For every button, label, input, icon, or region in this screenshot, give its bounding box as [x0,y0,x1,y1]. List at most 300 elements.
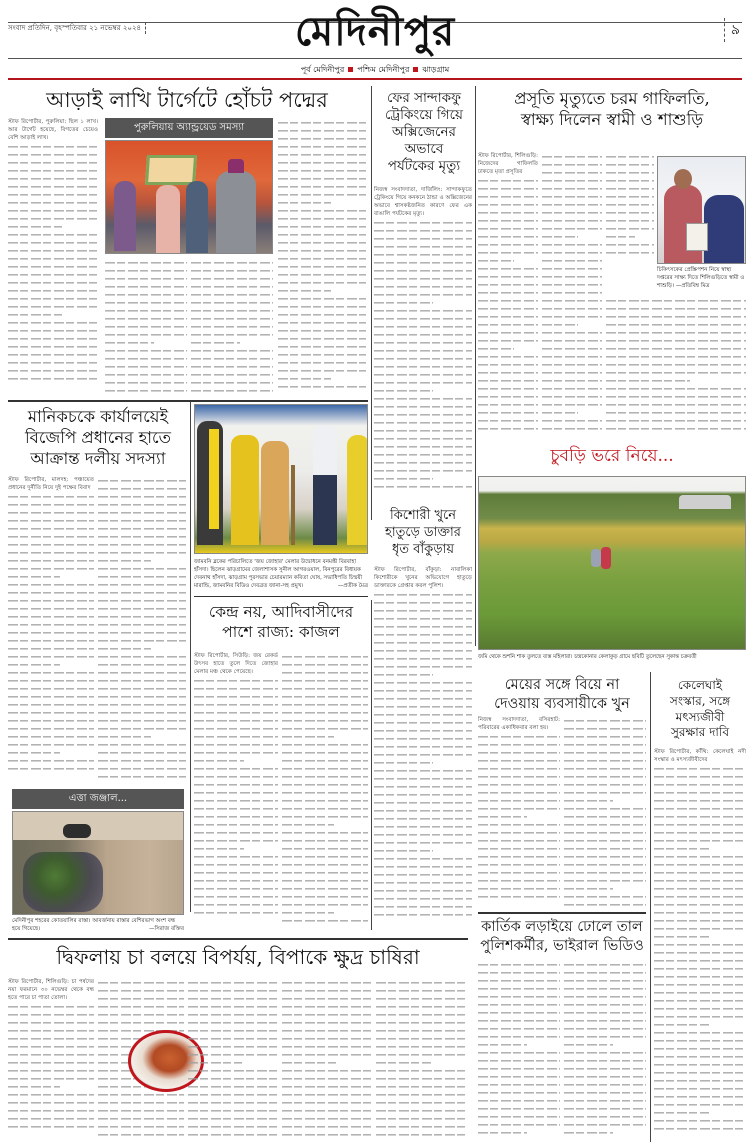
headline-line: কেলেঘাই [677,678,723,692]
body-text-line [542,248,602,256]
body-text-line [654,868,746,876]
body-text-line [374,654,472,662]
body-text-line [98,476,186,484]
body-text-line [478,1128,527,1136]
body-text-line [282,836,368,844]
body-text-line [654,1068,746,1076]
body-text-line [542,176,602,184]
headline-line: পাশে রাজ্য: কাজল [222,623,340,642]
body-text-line [194,852,278,860]
body-text-line [8,198,98,206]
body-text-line [564,812,646,820]
body-text-line [564,992,646,1000]
body-text-line [188,1090,278,1098]
body-text-line [654,1092,746,1100]
body-text-line [478,368,538,376]
body-text-line [278,350,366,358]
body-text-line [478,992,560,1000]
body-padma-col1 [8,118,98,394]
body-text-line [282,852,368,860]
body-text-line [654,900,746,908]
body-text-line [282,692,368,700]
body-text-line [542,328,602,336]
body-text-line [191,274,273,282]
body-text-line [478,280,538,288]
district-paschim[interactable]: পশ্চিম মেদিনীপুর [357,65,410,74]
body-text-line [564,1056,646,1064]
body-text-line [278,262,366,270]
body-text-line [282,1050,372,1058]
body-text-line [374,258,472,266]
body-manikchak-col1 [8,476,94,786]
body-text-line [8,294,98,302]
body-text-line [374,434,472,442]
body-text-line [564,780,646,788]
headline-kajal [194,602,368,642]
photo-lamp [291,465,295,545]
body-text-line [374,750,472,758]
body-text-line [654,972,746,980]
body-text-line [542,312,602,320]
body-padma-col2 [105,258,187,394]
byline-padma: স্টাফ রিপোর্টার, পুরুলিয়া: ছিল ১ লাখ। আর টার্গেট হয়েছে, বিগতের চেয়েও বেশি আড়াই লাখ। [8,119,98,141]
body-text-line [8,142,98,150]
body-text-line [194,732,278,740]
body-text-line [542,280,602,288]
body-text-line [374,686,472,694]
body-text-line [282,676,368,684]
photo-cow [63,824,91,838]
body-text-line [194,788,278,796]
district-nav [0,64,750,77]
body-text-line [8,286,98,294]
byline-sandakphu: নিজস্ব সংবাদদাতা, দার্জিলিং: সান্দাকফুতে ট্রেকিংয়ে গিয়ে কনকনে ঠান্ডা ও অক্সিজেনের অভাবে শ্বাসকষ্টজনিত কারণে ফের এক বাঙালি পর্যটকের মৃত্যু। [374,187,472,217]
headline-line: ফের সান্দাকফু [387,90,461,106]
body-text-line [188,1058,242,1066]
body-text-line [282,660,368,668]
body-text-line [374,306,472,314]
body-text-line [8,1082,60,1090]
body-text-line [8,334,98,342]
headline-line: কেন্দ্র নয়, আদিবাসীদের [208,603,354,621]
body-text-line [98,1098,184,1106]
body-text-line [282,668,368,676]
body-kajal-col2 [282,652,368,928]
body-text-line [478,804,560,812]
body-text-line [542,368,602,376]
body-text-line [8,644,94,652]
body-text-line [374,662,472,670]
body-text-line [374,710,472,718]
body-prasuti-col3 [606,152,654,262]
body-text-line [654,988,746,996]
body-tea-col1 [8,978,94,1142]
body-text-line [478,320,538,328]
body-text-line [606,416,746,424]
body-text-line [191,386,273,394]
body-text-line [606,384,746,392]
body-text-line [564,1064,646,1072]
body-text-line [478,812,527,820]
body-text-line [564,740,646,748]
body-text-line [654,924,746,932]
body-text-line [478,984,560,992]
body-text-line [8,700,94,708]
body-text-line [564,900,646,908]
body-text-line [374,218,472,226]
body-text-line [8,158,98,166]
body-text-line [376,1066,468,1074]
body-text-line [282,908,334,916]
body-text-line [278,358,366,366]
body-text-line [282,916,368,924]
body-text-line [374,450,472,458]
body-text-line [278,334,366,342]
body-text-line [478,336,538,344]
body-text-line [98,724,186,732]
body-text-line [105,322,187,330]
body-text-line [478,352,538,360]
body-text-line [478,1080,560,1088]
photo-person [261,441,289,545]
headline-line: ট্রেকিংয়ে গিয়ে [385,106,463,123]
body-text-line [606,304,746,312]
body-text-line [194,820,278,828]
body-text-line [188,1042,278,1050]
body-text-line [564,732,646,740]
body-text-line [542,424,602,432]
body-text-line [564,1080,646,1088]
headline-line: অভাবে [404,140,444,157]
photo-person [231,435,259,545]
body-text-line [188,1066,278,1074]
body-text-line [478,240,538,248]
body-text-line [376,1114,468,1122]
body-text-line [8,492,94,500]
body-text-line [606,192,654,200]
body-text-line [105,378,187,386]
body-text-line [8,1106,94,1114]
body-text-line [98,1010,184,1018]
caption-chubri: জমি থেকে শুশনি শাক তুলতে ব্যস্ত মহিলারা। চন্দ্রকোনার কেলাকুড় গ্রামে ছবিটি তুলেছেন সুকান্ত চক্রবর্তী [478,654,697,660]
body-text-line [478,344,514,352]
body-text-line [478,868,560,876]
body-text-line [194,716,278,724]
body-text-line [374,354,472,362]
body-text-line [654,812,746,820]
body-text-line [98,994,184,1002]
headline-line: সংস্কার, সঙ্গে [669,693,731,708]
body-text-line [194,780,278,788]
body-text-line [282,844,368,852]
body-text-line [8,676,94,684]
body-text-line [542,224,602,232]
body-text-line [194,772,278,780]
body-text-line [194,900,278,908]
body-text-line [98,1114,184,1122]
body-text-line [105,290,187,298]
body-text-line [654,1124,746,1132]
body-text-line [542,392,602,400]
body-text-line [8,660,60,668]
body-tea-col3 [188,978,278,1142]
body-text-line [478,328,538,336]
photo-face [674,169,692,189]
body-text-line [654,852,746,860]
body-text-line [542,264,602,272]
body-text-line [374,598,472,606]
header-red-rule [8,78,742,80]
body-text-line [374,630,472,638]
body-text-line [478,756,560,764]
body-text-line [8,1026,94,1034]
headline-chubri: চুবড়ি ভরে নিয়ে... [550,446,674,466]
body-text-line [282,860,368,868]
body-text-line [478,884,560,892]
body-text-line [98,596,186,604]
body-text-line [542,240,602,248]
body-text-line [478,852,560,860]
body-text-line [376,1034,468,1042]
body-text-line [374,782,472,790]
body-text-line [606,424,746,432]
body-text-line [278,214,366,222]
photo-person [347,435,368,545]
column-divider [475,86,476,646]
body-text-line [376,1090,468,1098]
body-text-line [606,184,654,192]
body-text-line [194,676,278,684]
photo-hat [228,159,244,173]
body-text-line [374,314,472,322]
body-text-line [654,980,746,988]
body-text-line [8,230,98,238]
body-text-line [564,1008,646,1016]
body-kartik-col1 [478,960,560,1140]
body-text-line [98,764,186,772]
body-text-line [564,1120,646,1128]
section-rule [194,596,368,597]
photo-person [216,171,256,254]
body-text-line [8,1122,94,1130]
body-text-line [8,1042,94,1050]
body-text-line [191,306,273,314]
headline-kartik [478,918,646,956]
body-text-line [374,806,472,814]
body-text-line [564,1000,646,1008]
body-text-line [374,250,472,258]
body-text-line [278,190,366,198]
body-text-line [654,828,746,836]
headline-line: হাতুড়ে ডাক্তার [385,524,461,540]
body-text-line [606,160,654,168]
body-text-line [374,814,472,822]
body-text-line [564,1032,646,1040]
body-text-line [282,1106,372,1114]
column-divider [190,402,191,912]
body-text-line [98,564,186,572]
body-text-line [282,884,368,892]
body-text-line [282,1130,372,1138]
body-text-line [654,956,746,964]
body-text-line [8,326,98,334]
body-text-line [374,878,472,886]
body-text-line [98,708,186,716]
district-jhargram[interactable]: ঝাড়গ্রাম [422,65,450,74]
body-text-line [478,976,560,984]
photo-scarf [209,429,219,529]
body-text-line [8,238,98,246]
body-text-line [478,1088,560,1096]
body-text-line [478,376,538,384]
body-text-line [542,352,602,360]
body-text-line [8,740,94,748]
body-text-line [478,796,560,804]
body-text-line [8,756,94,764]
body-text-line [278,118,366,126]
body-text-line [282,684,368,692]
body-text-line [278,238,366,246]
body-text-line [105,338,154,346]
body-text-line [188,1010,278,1018]
body-text-line [478,392,538,400]
body-text-line [478,892,560,900]
body-text-line [278,182,366,190]
body-text-line [278,134,366,142]
body-text-line [8,556,94,564]
body-text-line [188,994,278,1002]
body-text-line [98,580,186,588]
body-text-line [654,884,746,892]
body-text-line [8,1066,94,1074]
body-text-line [542,304,602,312]
body-text-line [654,876,746,884]
headline-line: সুরক্ষার দাবি [670,725,730,740]
body-text-line [478,788,560,796]
caption-text: চিকিৎসকের প্রেস্ক্রিপশন নিয়ে স্বাস্থ্য দপ্তরের সাক্ষ্য দিতে শিলিগুড়িতে স্বামী ও শাশুড়ি। [657,267,745,289]
body-text-line [478,312,538,320]
body-text-line [98,556,151,564]
page-number: ৯ [724,18,740,42]
body-text-line [278,166,366,174]
body-text-line [564,1024,646,1032]
body-text-line [278,382,366,390]
body-text-line [282,748,368,756]
body-text-line [188,978,278,986]
body-text-line [374,638,472,646]
body-text-line [282,1066,372,1074]
body-text-line [606,400,746,408]
district-purba[interactable]: পূর্ব মেদিনীপুর [300,65,345,74]
body-text-line [374,378,472,386]
photo-person-woman [704,195,744,264]
body-text-line [478,192,538,200]
body-text-line [98,1122,184,1130]
body-text-line [542,376,602,384]
column-divider [371,600,372,930]
body-text-line [194,908,278,916]
body-text-line [8,612,94,620]
body-text-line [278,254,366,262]
body-text-line [98,524,186,532]
body-text-line [478,844,560,852]
body-text-line [374,458,472,466]
body-text-line [606,224,654,232]
body-text-line [376,978,468,986]
body-text-line [105,362,187,370]
body-text-line [542,152,602,160]
body-text-line [654,820,746,828]
body-text-line [8,342,98,350]
body-text-line [278,342,366,350]
body-text-line [376,1050,468,1058]
body-text-line [478,288,538,296]
body-text-line [606,344,746,352]
body-text-line [374,242,472,250]
photo-woman [601,547,611,569]
body-text-line [374,418,472,426]
body-text-line [8,1010,94,1018]
body-text-line [654,764,746,772]
body-text-line [478,960,560,968]
body-text-line [478,772,560,780]
body-text-line [278,310,366,318]
body-text-line [105,258,187,266]
body-text-line [8,150,98,158]
body-text-line [654,916,746,924]
body-text-line [654,940,746,948]
body-text-line [278,302,366,310]
body-text-line [478,272,538,280]
body-text-line [374,614,472,622]
body-text-line [542,232,578,240]
body-text-line [188,1018,278,1026]
body-text-line [8,182,98,190]
body-text-line [105,274,187,282]
body-text-line [374,910,472,918]
body-text-line [8,278,98,286]
body-text-line [478,264,538,272]
column-divider [371,86,372,520]
body-text-line [564,828,646,836]
photo-chubri [478,476,746,650]
body-text-line [8,628,94,636]
body-text-line [564,968,646,976]
body-text-line [564,868,646,876]
photo-building-detail [145,155,197,185]
body-text-line [8,516,94,524]
body-text-line [191,346,273,354]
section-rule [8,938,468,940]
photo-wall [13,812,184,840]
body-text-line [8,636,94,644]
headline-prasuti [478,88,746,131]
body-keleghai [654,748,746,1140]
body-text-line [564,960,646,968]
body-text-line [374,886,472,894]
body-text-line [282,1018,372,1026]
body-padma-col4 [278,118,366,394]
body-text-line [542,160,602,168]
headline-sandakphu [374,90,474,174]
body-text-line [194,756,244,764]
body-text-line [282,724,368,732]
body-text-line [8,254,98,262]
body-text-line [282,1122,372,1130]
body-text-line [8,572,60,580]
body-text-line [191,338,240,346]
body-text-line [278,278,366,286]
